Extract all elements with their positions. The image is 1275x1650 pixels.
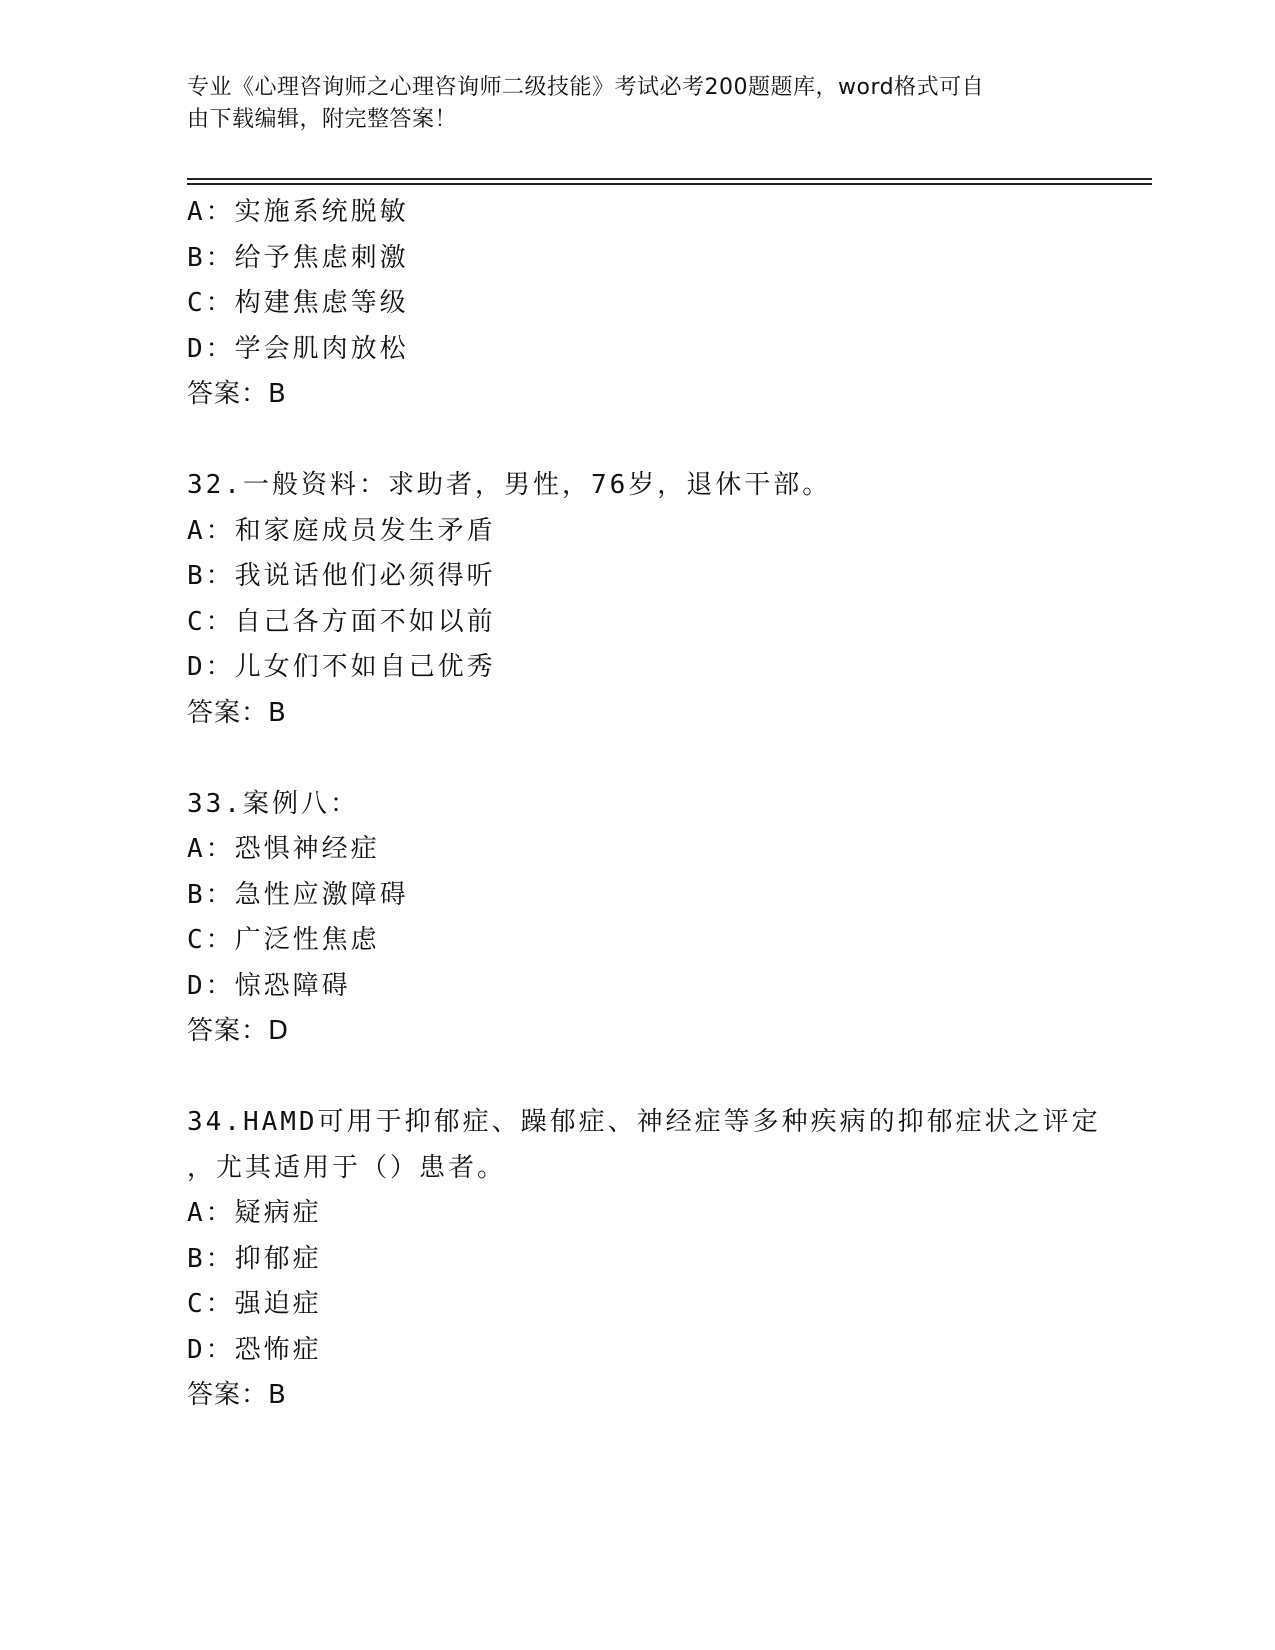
option-a: A：实施系统脱敏 — [187, 197, 409, 227]
option-a: A：和家庭成员发生矛盾 — [187, 515, 496, 546]
question-block-32 — [187, 463, 1087, 736]
question-block-31 — [187, 190, 1087, 418]
question-text: 32.一般资料：求助者，男性，76岁，退休干部。 — [187, 470, 832, 500]
answer-line: 答案：B — [187, 379, 287, 409]
question-text-line-2: ，尤其适用于（）患者。 — [187, 1152, 507, 1183]
option-c: C：广泛性焦虑 — [187, 925, 380, 955]
option-b: B：急性应激障碍 — [187, 879, 409, 910]
question-text-line-1: 34.HAMD可用于抑郁症、躁郁症、神经症等多种疾病的抑郁症状之评定 — [187, 1107, 1101, 1137]
option-c: C：强迫症 — [187, 1289, 322, 1319]
header-divider-bottom — [187, 183, 1152, 185]
header-divider-top — [187, 178, 1152, 180]
answer-line: 答案：B — [187, 697, 287, 728]
question-block-34 — [187, 1100, 1101, 1419]
question-block-33 — [187, 782, 1087, 1055]
answer-line: 答案：B — [187, 1380, 287, 1410]
option-d: D：惊恐障碍 — [187, 970, 351, 1001]
answer-line: 答案：D — [187, 1016, 290, 1046]
option-b: B：抑郁症 — [187, 1243, 322, 1274]
question-list — [187, 190, 1101, 1464]
header-line-1: 专业《心理咨询师之心理咨询师二级技能》考试必考200题题库，word格式可自 — [187, 75, 985, 100]
header-line-2: 由下载编辑，附完整答案！ — [187, 107, 458, 132]
option-d: D：学会肌肉放松 — [187, 333, 409, 364]
option-d: D：儿女们不如自己优秀 — [187, 652, 496, 682]
option-c: C：构建焦虑等级 — [187, 288, 409, 318]
option-a: A：疑病症 — [187, 1198, 322, 1228]
option-b: B：我说话他们必须得听 — [187, 561, 496, 591]
document-header — [187, 72, 1067, 136]
option-c: C：自己各方面不如以前 — [187, 606, 496, 637]
question-text: 33.案例八： — [187, 788, 359, 819]
option-d: D：恐怖症 — [187, 1334, 322, 1365]
option-a: A：恐惧神经症 — [187, 834, 380, 864]
option-b: B：给予焦虑刺激 — [187, 242, 409, 273]
